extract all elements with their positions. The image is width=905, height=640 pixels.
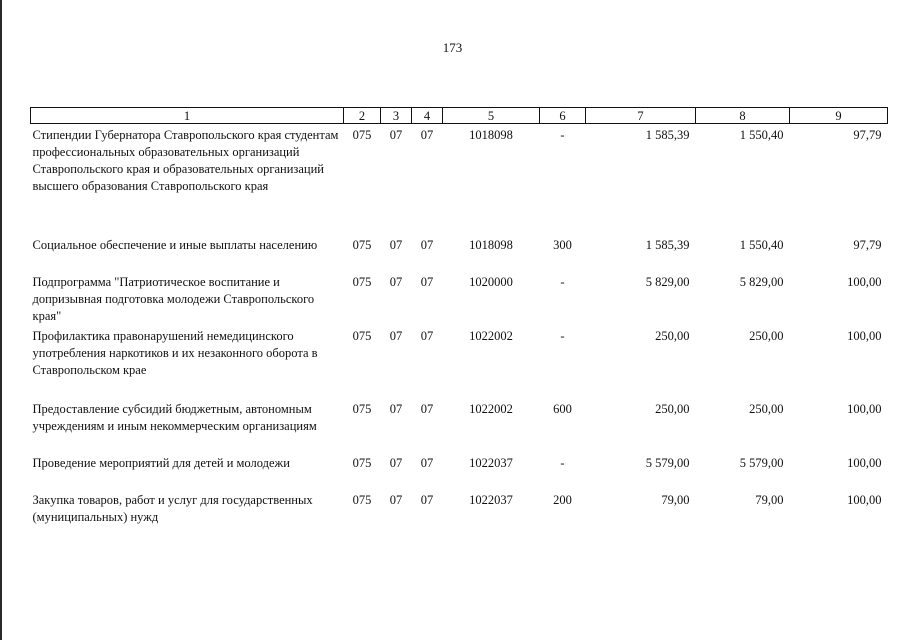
table-row (31, 124, 888, 238)
row-name: Профилактика правонарушений немедицинского употребления наркотиков и их незаконного оборота в Ставропольском крае (32, 329, 318, 377)
cell-col-7: 79,00 (661, 493, 690, 507)
table-row (31, 237, 888, 274)
cell-ministry-code: 075 (352, 456, 372, 470)
cell-subsection: 07 (420, 238, 434, 252)
cell-subsection: 07 (420, 275, 434, 289)
cell-col-8: 5 829,00 (739, 275, 784, 289)
cell-target-article: 1018098 (469, 238, 513, 252)
cell-col-8: 1 550,40 (739, 128, 784, 142)
cell-subsection: 07 (420, 329, 434, 343)
header-col-5: 5 (443, 108, 540, 124)
cell-ministry-code: 075 (352, 402, 372, 416)
cell-expense-type: 600 (553, 402, 572, 416)
cell-col-7: 5 829,00 (645, 275, 690, 289)
page-number: 173 (442, 40, 463, 55)
row-name: Проведение мероприятий для детей и молодежи (32, 456, 290, 470)
cell-section: 07 (389, 493, 403, 507)
cell-col-7: 1 585,39 (645, 128, 690, 142)
cell-target-article: 1020000 (469, 275, 513, 289)
row-name: Предоставление субсидий бюджетным, автономным учреждениям и иным некоммерческим организациям (32, 402, 317, 433)
table-row (31, 401, 888, 455)
cell-section: 07 (389, 329, 403, 343)
cell-ministry-code: 075 (352, 128, 372, 142)
cell-col-7: 250,00 (655, 329, 690, 343)
cell-col-9: 100,00 (847, 329, 882, 343)
cell-section: 07 (389, 238, 403, 252)
cell-section: 07 (389, 275, 403, 289)
cell-target-article: 1022037 (469, 493, 513, 507)
cell-col-7: 250,00 (655, 402, 690, 416)
table-body (31, 124, 888, 533)
row-name: Стипендии Губернатора Ставропольского края студентам профессиональных образовательных организаций Ставропольского края и образовательных организаций высшего образования Ставропольского края (32, 128, 339, 193)
cell-col-7: 5 579,00 (645, 456, 690, 470)
cell-col-8: 1 550,40 (739, 238, 784, 252)
row-name: Социальное обеспечение и иные выплаты населению (32, 238, 318, 252)
cell-subsection: 07 (420, 456, 434, 470)
cell-col-7: 1 585,39 (645, 238, 690, 252)
header-col-3: 3 (381, 108, 412, 124)
cell-subsection: 07 (420, 128, 434, 142)
header-row (31, 108, 888, 124)
cell-target-article: 1022002 (469, 402, 513, 416)
cell-col-8: 79,00 (755, 493, 784, 507)
cell-col-9: 100,00 (847, 275, 882, 289)
cell-col-9: 97,79 (853, 128, 882, 142)
row-name: Закупка товаров, работ и услуг для государственных (муниципальных) нужд (32, 493, 313, 524)
cell-expense-type: 200 (553, 493, 572, 507)
table-row (31, 492, 888, 532)
cell-subsection: 07 (420, 402, 434, 416)
header-col-1: 1 (31, 108, 344, 124)
cell-ministry-code: 075 (352, 238, 372, 252)
cell-expense-type: - (560, 128, 565, 142)
header-col-4: 4 (412, 108, 443, 124)
cell-expense-type: 300 (553, 238, 572, 252)
page-edge-line (0, 0, 2, 640)
header-col-2: 2 (344, 108, 381, 124)
table-header (31, 108, 888, 124)
cell-col-8: 250,00 (749, 329, 784, 343)
cell-col-9: 97,79 (853, 238, 882, 252)
cell-ministry-code: 075 (352, 275, 372, 289)
header-col-7: 7 (586, 108, 696, 124)
table-row (31, 455, 888, 492)
header-col-6: 6 (540, 108, 586, 124)
cell-target-article: 1022002 (469, 329, 513, 343)
cell-col-9: 100,00 (847, 402, 882, 416)
cell-target-article: 1022037 (469, 456, 513, 470)
cell-target-article: 1018098 (469, 128, 513, 142)
table-row (31, 328, 888, 401)
cell-col-8: 250,00 (749, 402, 784, 416)
cell-col-9: 100,00 (847, 493, 882, 507)
cell-col-9: 100,00 (847, 456, 882, 470)
cell-ministry-code: 075 (352, 493, 372, 507)
cell-expense-type: - (560, 329, 565, 343)
row-name: Подпрограмма "Патриотическое воспитание и допризывная подготовка молодежи Ставропольского края" (32, 275, 315, 323)
cell-section: 07 (389, 402, 403, 416)
budget-table (30, 107, 888, 532)
cell-ministry-code: 075 (352, 329, 372, 343)
cell-section: 07 (389, 456, 403, 470)
table-row (31, 274, 888, 328)
cell-col-8: 5 579,00 (739, 456, 784, 470)
header-col-8: 8 (696, 108, 790, 124)
cell-expense-type: - (560, 275, 565, 289)
cell-expense-type: - (560, 456, 565, 470)
cell-subsection: 07 (420, 493, 434, 507)
cell-section: 07 (389, 128, 403, 142)
header-col-9: 9 (790, 108, 888, 124)
